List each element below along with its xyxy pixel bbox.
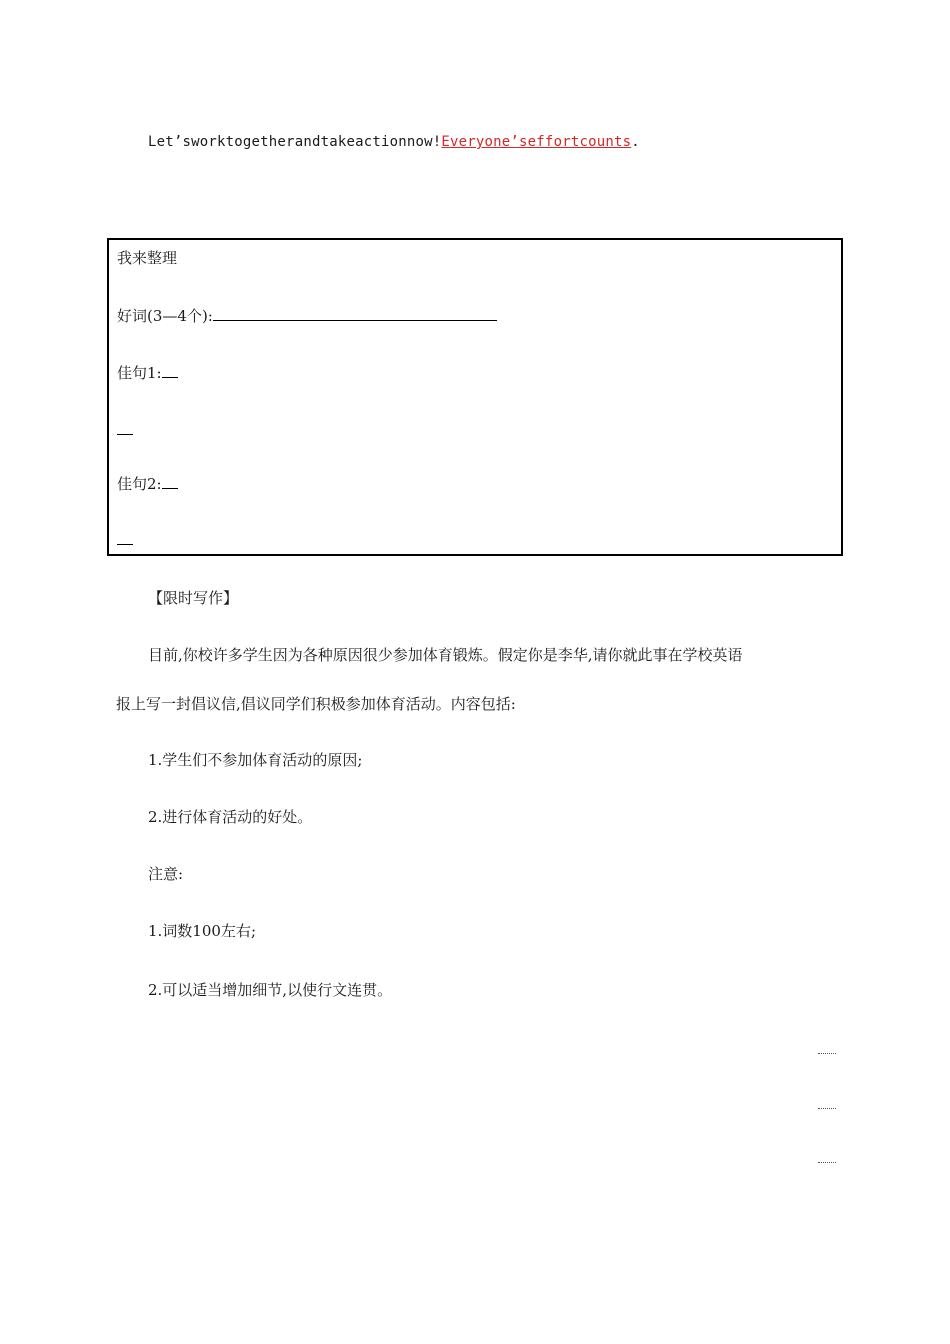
sentence2-blank[interactable] xyxy=(162,474,178,489)
intro-sentence-plain: Let’sworktogetherandtakeactionnow! xyxy=(148,134,442,150)
sentence2-continuation xyxy=(117,530,133,550)
sentence1-continuation xyxy=(117,420,133,440)
box-title: 我来整理 xyxy=(117,249,178,267)
notes-label: 注意: xyxy=(148,865,184,883)
sentence2-row xyxy=(117,474,178,494)
content-item-2: 2.进行体育活动的好处。 xyxy=(148,808,313,826)
note-item-2: 2.可以适当增加细节,以使行文连贯。 xyxy=(148,981,393,999)
prompt-line-1: 目前,你校许多学生因为各种原因很少参加体育锻炼。假定你是李华,请你就此事在学校英语 xyxy=(148,646,743,664)
good-words-label: 好词(3—4个): xyxy=(117,307,213,325)
writing-line-1[interactable] xyxy=(818,1053,836,1054)
sentence2-label: 佳句2: xyxy=(117,475,162,493)
note-item-1: 1.词数100左右; xyxy=(148,922,256,940)
intro-sentence-highlight: Everyone’seffortcounts xyxy=(441,134,632,150)
good-words-blank[interactable] xyxy=(213,306,497,321)
writing-line-2[interactable] xyxy=(818,1108,836,1109)
sentence1-label: 佳句1: xyxy=(117,364,162,382)
good-words-row xyxy=(117,306,497,326)
intro-sentence xyxy=(148,132,640,152)
task-heading: 【限时写作】 xyxy=(148,589,239,607)
writing-line-3[interactable] xyxy=(818,1162,836,1163)
content-item-1: 1.学生们不参加体育活动的原因; xyxy=(148,751,363,769)
intro-sentence-end: . xyxy=(631,134,640,150)
sentence1-blank-continuation[interactable] xyxy=(117,420,133,435)
prompt-line-2: 报上写一封倡议信,倡议同学们积极参加体育活动。内容包括: xyxy=(116,695,516,713)
sentence1-row xyxy=(117,363,178,383)
notes-box xyxy=(107,238,843,556)
sentence2-blank-continuation[interactable] xyxy=(117,530,133,545)
sentence1-blank[interactable] xyxy=(162,363,178,378)
